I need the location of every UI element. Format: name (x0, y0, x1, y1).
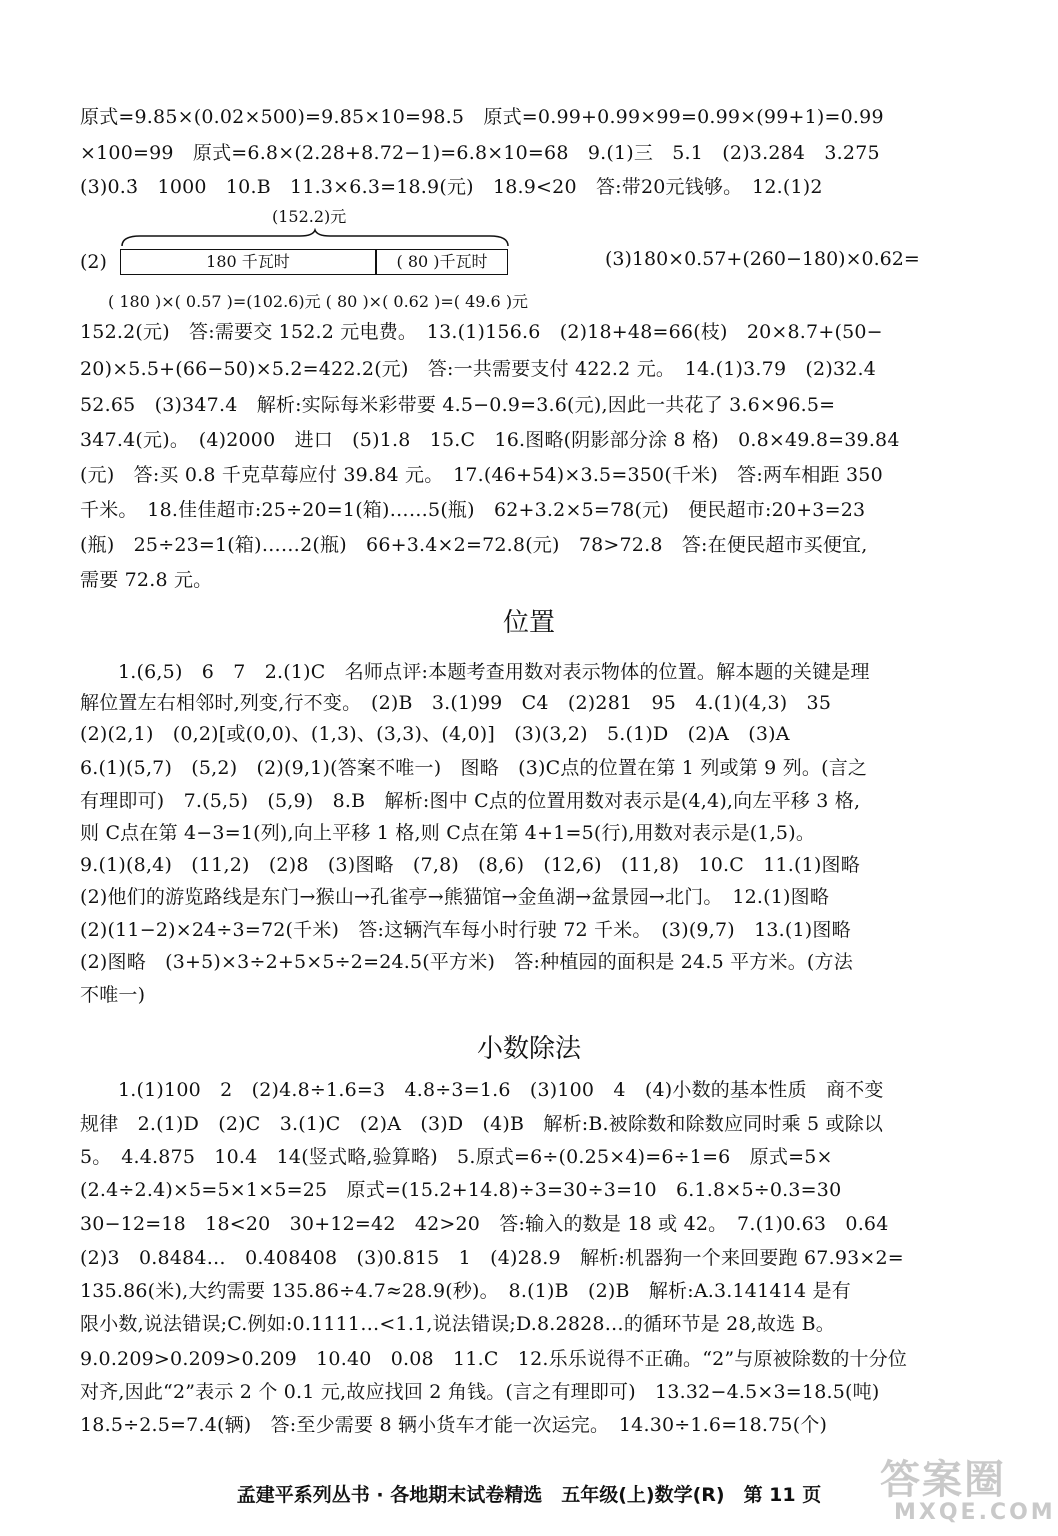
diagram-total-label: (152.2)元 (272, 207, 347, 226)
text-line: (2)(11−2)×24÷3=72(千米) 答:这辆汽车每小时行驶 72 千米。 (3)(9,7) 13.(1)图略 (80, 919, 851, 941)
text-line: 30−12=18 18<20 30+12=42 42>20 答:输入的数是 18 或 42。 7.(1)0.63 0.64 (80, 1213, 889, 1235)
segment-80: ( 80 )千瓦时 (376, 249, 508, 275)
text-line: 135.86(米),大约需要 135.86÷4.7≈28.9(秒)。 8.(1)B (2)B 解析:A.3.141414 是有 (80, 1280, 851, 1302)
text-line: 对齐,因此“2”表示 2 个 0.1 元,故应找回 2 角钱。(言之有理即可) 13.32−4.5×3=18.5(吨) (80, 1381, 880, 1403)
text-line: 52.65 (3)347.4 解析:实际每米彩带要 4.5−0.9=3.6(元),因此一共花了 3.6×96.5= (80, 394, 836, 416)
text-line: 152.2(元) 答:需要交 152.2 元电费。 13.(1)156.6 (2)18+48=66(枝) 20×8.7+(50− (80, 321, 883, 343)
text-line: 1.(1)100 2 (2)4.8÷1.6=3 4.8÷3=1.6 (3)100 4 (4)小数的基本性质 商不变 (118, 1079, 884, 1101)
text-line: (2)他们的游览路线是东门→猴山→孔雀亭→熊猫馆→金鱼湖→盆景园→北门。 12.(1)图略 (80, 886, 830, 908)
diagram-under-formula: ( 180 )×( 0.57 )=(102.6)元 ( 80 )×( 0.62 )=( 49.6 )元 (108, 292, 529, 311)
text-line: 有理即可) 7.(5,5) (5,9) 8.B 解析:图中 C点的位置用数对表示是(4,4),向左平移 3 格, (80, 790, 861, 812)
text-line: 限小数,说法错误;C.例如:0.1111…<1.1,说法错误;D.8.2828…的循环节是 28,故选 B。 (80, 1313, 835, 1335)
watermark-logo (880, 1448, 1056, 1532)
text-line: 需要 72.8 元。 (80, 569, 213, 591)
brace-icon (120, 228, 510, 250)
section-title: 小数除法 (476, 1034, 581, 1064)
text-line: (瓶) 25÷23=1(箱)……2(瓶) 66+3.4×2=72.8(元) 78>72.8 答:在便民超市买便宜, (80, 534, 868, 556)
diagram-part-label: (2) (80, 251, 107, 273)
text-line: 6.(1)(5,7) (5,2) (2)(9,1)(答案不唯一) 图略 (3)C点的位置在第 1 列或第 9 列。(言之 (80, 757, 868, 779)
text-line: 20)×5.5+(66−50)×5.2=422.2(元) 答:一共需要支付 422.2 元。 14.(1)3.79 (2)32.4 (80, 358, 877, 380)
text-line: (2.4÷2.4)×5=5×1×5=25 原式=(15.2+14.8)÷3=30÷3=10 6.1.8×5÷0.3=30 (80, 1179, 842, 1201)
text-line: 1.(6,5) 6 7 2.(1)C 名师点评:本题考查用数对表示物体的位置。解本题的关键是理 (118, 661, 870, 683)
text-line: 9.(1)(8,4) (11,2) (2)8 (3)图略 (7,8) (8,6) (12,6) (11,8) 10.C 11.(1)图略 (80, 854, 860, 876)
text-line: (2)图略 (3+5)×3÷2+5×5÷2=24.5(平方米) 答:种植园的面积是 24.5 平方米。(方法 (80, 951, 853, 973)
text-line: 不唯一) (80, 984, 146, 1006)
text-line: 347.4(元)。 (4)2000 进口 (5)1.8 15.C 16.图略(阴影部分涂 8 格) 0.8×49.8=39.84 (80, 429, 900, 451)
text-line: 则 C点在第 4−3=1(列),向上平移 1 格,则 C点在第 4+1=5(行),用数对表示是(1,5)。 (80, 822, 816, 844)
text-line: 5。 4.4.875 10.4 14(竖式略,验算略) 5.原式=6÷(0.25×4)=6÷1=6 原式=5× (80, 1146, 833, 1168)
text-line: 千米。 18.佳佳超市:25÷20=1(箱)……5(瓶) 62+3.2×5=78(元) 便民超市:20+3=23 (80, 499, 866, 521)
text-line: 原式=9.85×(0.02×500)=9.85×10=98.5 原式=0.99+0.99×99=0.99×(99+1)=0.99 (80, 106, 884, 128)
text-line: (2)(2,1) (0,2)[或(0,0)、(1,3)、(3,3)、(4,0)] (3)(3,2) 5.(1)D (2)A (3)A (80, 723, 790, 745)
segment-180: 180 千瓦时 (120, 249, 376, 275)
text-line: (元) 答:买 0.8 千克草莓应付 39.84 元。 17.(46+54)×3.5=350(千米) 答:两车相距 350 (80, 464, 883, 486)
watermark-main: 答案圈 (880, 1457, 1006, 1503)
text-line: (3)0.3̇ 1000 10.B 11.3×6.3=18.9(元) 18.9<20 答:带20元钱够。 12.(1)2 (80, 176, 823, 198)
text-line: 解位置左右相邻时,列变,行不变。 (2)B 3.(1)99 C4 (2)281 95 4.(1)(4,3) 35 (80, 692, 832, 714)
text-line: 18.5÷2.5=7.4(辆) 答:至少需要 8 辆小货车才能一次运完。 14.30÷1.6=18.75(个) (80, 1414, 828, 1436)
section-title: 位置 (502, 608, 555, 638)
text-line: ×100=99 原式=6.8×(2.28+8.72−1)=6.8×10=68 9.(1)三 5.1 (2)3.284 3.275 (80, 142, 880, 164)
text-line: (2)3 0.8484… 0.408408 (3)0.815 1 (4)28.9 解析:机器狗一个来回要跑 67.93×2= (80, 1247, 904, 1269)
page-footer: 孟建平系列丛书 · 各地期末试卷精选 五年级(上)数学(R) 第 11 页 (236, 1484, 822, 1506)
text-line: 规律 2.(1)D (2)C 3.(1)C (2)A (3)D (4)B 解析:B.被除数和除数应同时乘 5 或除以 (80, 1113, 884, 1135)
segment-diagram (80, 200, 980, 310)
text-line: 9.0.209>0.209>0.209 10.40 0.08 11.C 12.乐乐说得不正确。“2”与原被除数的十分位 (80, 1348, 908, 1370)
watermark-sub: MXQE.COM (894, 1500, 1056, 1525)
diagram-right-formula: (3)180×0.57+(260−180)×0.62= (605, 248, 920, 270)
